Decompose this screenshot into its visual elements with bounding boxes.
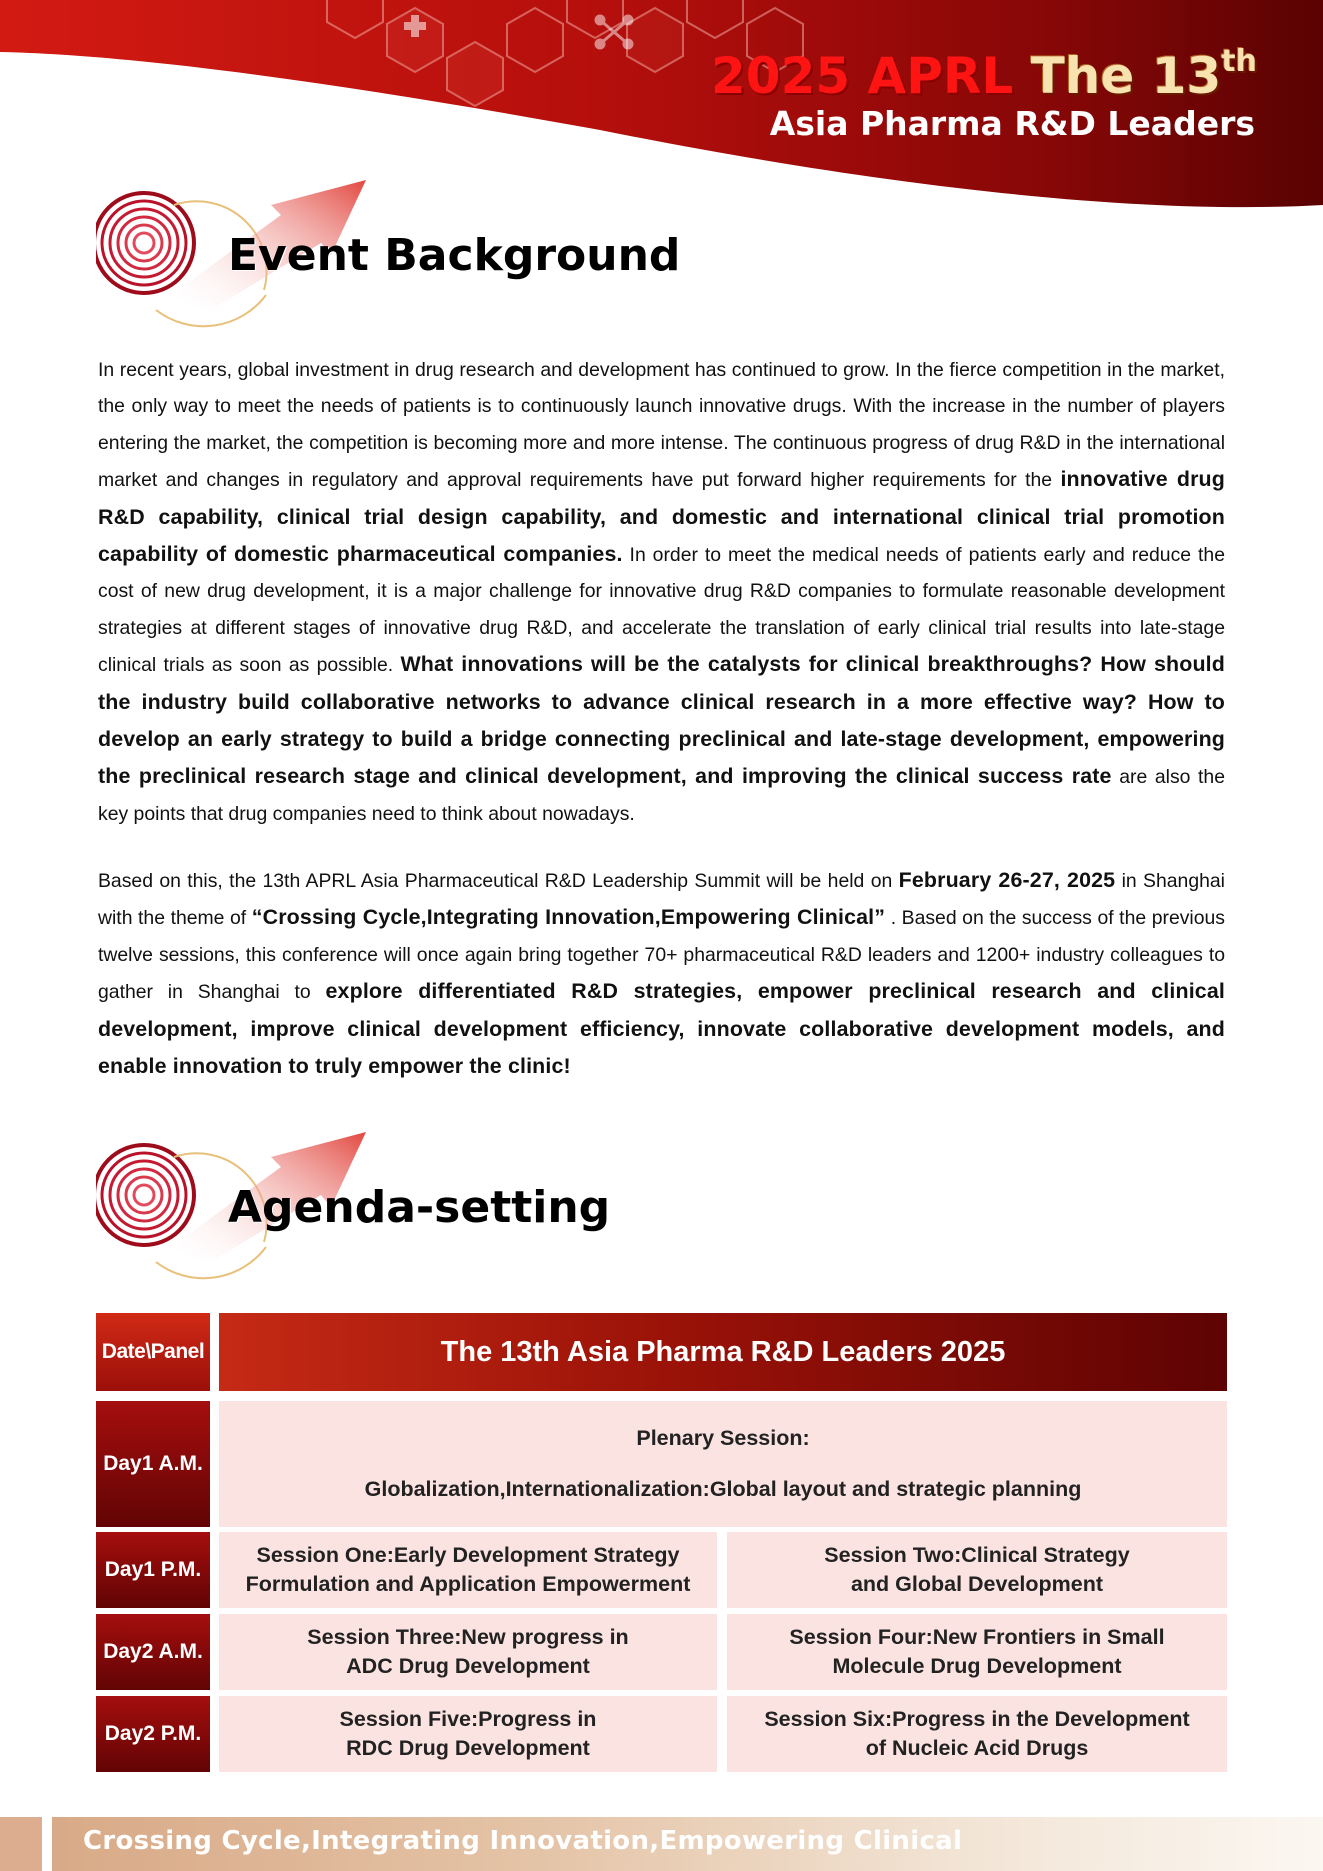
session-title-line: Session Two:Clinical Strategy xyxy=(824,1543,1130,1567)
text-run: are also the key points that drug companies need to think about nowadays. xyxy=(98,766,1225,825)
plenary-session-cell xyxy=(219,1401,1227,1527)
agenda-title: Agenda-setting xyxy=(228,1182,611,1233)
agenda-header-title: The 13th Asia Pharma R&D Leaders 2025 xyxy=(219,1313,1227,1391)
session-title-line: Molecule Drug Development xyxy=(832,1654,1122,1678)
banner-year: 2025 APRL xyxy=(710,47,1014,105)
agenda-day-label: Day2 P.M. xyxy=(96,1696,210,1772)
session-cell xyxy=(727,1696,1227,1772)
footer-slogan: Crossing Cycle,Integrating Innovation,Empowering Clinical xyxy=(83,1826,963,1856)
event-background-paragraph-2 xyxy=(98,862,1225,1085)
text-run: In order to meet the medical needs of patients early and reduce the cost of new drug development, it is a major challenge for innovative drug R&D companies to formulate reasonable development strategies at different stages of innovative drug R&D, and accelerate the translation of early clinical trial results into late-stage clinical trials as soon as possible. xyxy=(98,544,1225,677)
session-cell xyxy=(219,1532,717,1608)
text-run: . Based on the success of the previous twelve sessions, this conference will once again bring together 70+ pharmaceutical R&D leaders and 1200+ industry colleagues to gather in Shanghai to xyxy=(98,907,1225,1004)
footer-bar xyxy=(0,1817,1323,1871)
bold-text-run: innovative drug R&D capability, clinical trial design capability, and domestic and international clinical trial promotion capability of domestic pharmaceutical companies. xyxy=(98,467,1225,567)
session-title-line: RDC Drug Development xyxy=(346,1736,590,1760)
session-cell xyxy=(219,1696,717,1772)
event-background-title: Event Background xyxy=(228,230,681,281)
bold-text-run: What innovations will be the catalysts for clinical breakthroughs? How should the industry build collaborative networks to advance clinical research in a more effective way? How to develop an early strategy to build a bridge connecting preclinical and late-stage development, empowering the preclinical research stage and clinical development, and improving the clinical success rate xyxy=(98,652,1225,789)
agenda-day-label: Day1 P.M. xyxy=(96,1532,210,1608)
session-title-line: of Nucleic Acid Drugs xyxy=(865,1736,1089,1760)
agenda-day-label: Day2 A.M. xyxy=(96,1614,210,1690)
bold-text-run: “Crossing Cycle,Integrating Innovation,Empowering Clinical” xyxy=(251,905,886,930)
session-cell xyxy=(727,1532,1227,1608)
session-cell xyxy=(219,1614,717,1690)
text-run: In recent years, global investment in drug research and development has continued to grow. In the fierce competition in the market, the only way to meet the needs of patients is to continuously launch innovative drugs. With the increase in the number of players entering the market, the competition is becoming more and more intense. The continuous progress of drug R&D in the international market and changes in regulatory and approval requirements have put forward higher requirements for the xyxy=(98,359,1225,492)
session-title-line: Session Five:Progress in xyxy=(339,1707,597,1731)
banner-title xyxy=(711,44,1257,105)
session-title-line: and Global Development xyxy=(850,1572,1104,1596)
session-cell xyxy=(727,1614,1227,1690)
session-title-line: Session One:Early Development Strategy xyxy=(256,1543,680,1567)
bold-text-run: February 26-27, 2025 xyxy=(898,868,1116,892)
session-title-line: ADC Drug Development xyxy=(346,1654,590,1678)
agenda-header-date-panel: Date\Panel xyxy=(96,1313,210,1391)
event-background-paragraph-1 xyxy=(98,352,1225,832)
agenda-header xyxy=(96,1127,796,1277)
session-title-line: Session Six:Progress in the Development xyxy=(764,1707,1190,1731)
session-title-line: Session Four:New Frontiers in Small xyxy=(789,1625,1165,1649)
text-run: Based on this, the 13th APRL Asia Pharmaceutical R&D Leadership Summit will be held on xyxy=(98,870,899,892)
text-run: in Shanghai with the theme of xyxy=(98,870,1225,930)
plenary-session-topic: Globalization,Internationalization:Global layout and strategic planning xyxy=(364,1477,1082,1501)
banner-subtitle: Asia Pharma R&D Leaders xyxy=(769,104,1255,143)
footer-accent-tab xyxy=(0,1817,42,1871)
banner-edition: The 13th xyxy=(1030,44,1257,105)
plenary-session-title: Plenary Session: xyxy=(636,1426,810,1450)
bold-text-run: explore differentiated R&D strategies, empower preclinical research and clinical development, improve clinical development efficiency, innovate collaborative development models, and enable innovation to truly empower the clinic! xyxy=(98,979,1225,1079)
event-background-header xyxy=(96,175,796,325)
agenda-day-label: Day1 A.M. xyxy=(96,1401,210,1527)
session-title-line: Session Three:New progress in xyxy=(307,1625,629,1649)
session-title-line: Formulation and Application Empowerment xyxy=(245,1572,691,1596)
